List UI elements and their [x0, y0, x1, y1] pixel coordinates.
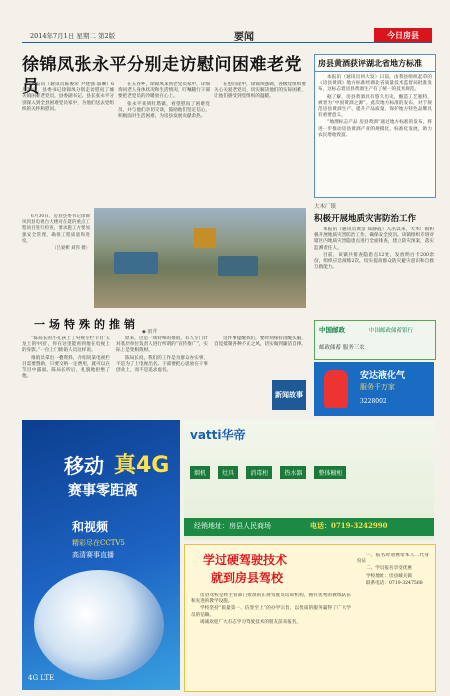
post-right: 中国邮政储蓄银行	[369, 328, 414, 334]
contact-line: 一、报名时请携带本人二代身份证	[357, 553, 429, 565]
lead-column-3	[214, 82, 306, 204]
product-row	[190, 460, 428, 478]
photo-credit: （吕爱彬 刘伟 摄）	[52, 246, 90, 252]
ad-logo: 4G LTE	[28, 674, 55, 682]
school-body	[191, 593, 351, 687]
school-contact	[357, 553, 429, 685]
truck-shape	[218, 256, 258, 276]
article-paragraph: “地理标志产品 房县黄酒”通过地方标准的发布，将进一步推动房县黄酒产业的规模化、标准化发展，助力农民增收致富。	[318, 120, 432, 138]
ad-headline: 真4G	[114, 453, 170, 478]
product-tag: 烟机	[190, 466, 210, 479]
right-article-title: 房县黄酒获评湖北省地方标准	[315, 55, 435, 72]
school-title2: 就到房县驾校	[211, 571, 284, 585]
newspaper-logo: 今日房县	[374, 28, 432, 42]
feature-paragraph: 原来，这是一场特殊的推销，有人专门针对基层单位负责人进行所谓的“宣传推广”，实际上是变相敛财。	[116, 336, 208, 354]
vatti-brand: vatti华帝	[190, 428, 246, 442]
vatti-address: 经销地址：房县人民商场	[194, 522, 271, 530]
contact-line: 学校地址：房县城关镇	[366, 573, 412, 579]
school-paragraph: 竭诚欢迎广大有志学习驾驶技术的朋友前来报名。	[200, 619, 302, 625]
lead-column-1	[22, 82, 114, 204]
article-paragraph: 本报讯（通讯员黄彦 郑静霞）入汛以来，大木厂镇积极开展地质灾害防治工作，确保安全度汛。该镇组织专班对辖区内地质灾害隐患点进行全面排查，建立防灾预案，落实监测责任人。	[314, 227, 434, 251]
feature-paragraph: 推销员拿出一叠资料，介绍说某电视栏目需要赞助，只要交纳一定费用，就可以在节目中露面。陈局长听后，礼貌地拒绝了他。	[22, 355, 110, 380]
lead-photo	[94, 208, 306, 308]
feature-col-3	[214, 336, 306, 380]
vatti-ad	[184, 420, 434, 540]
article-title: 积极开展地质灾害防治工作	[314, 214, 417, 224]
truck-shape	[114, 252, 158, 274]
lead-paragraph: 在慰问途中，徐锦凤强调，各级党组织要关心关爱老党员，切实解决他们的实际困难，让他们感受到党组织的温暖。	[214, 82, 306, 100]
feature-paragraph: “陈局长的小孔孩上了央视专栏节目‘玉龙上的中国’，你在这里能看到他在电视上的身影。”一位上门推销人员这样说。	[22, 336, 110, 354]
gas-title: 安达液化气	[360, 371, 406, 381]
feature-article	[22, 316, 307, 416]
lead-paragraph: 在五谷乡，徐锦凤来到老党员家中，详细询问老人身体状况和生活情况，叮嘱随行干部要把老党员的冷暖放在心上。	[118, 82, 210, 100]
article-paragraph: 据了解，房县黄酒具有悠久历史，酿造工艺独特，被誉为“中国黄酒之源”。此次地方标准的发布，对于规范房县黄酒生产、提升产品质量、保护地方特色品牌具有重要意义。	[318, 94, 432, 119]
lead-paragraph: 张永平来到红塔镇，看望慰问了困难党员，并与他们亲切交谈，鼓励他们坚定信心，积极面对生活困难，为房县发展贡献余热。	[118, 101, 210, 120]
article-body	[314, 227, 434, 313]
driving-school-ad	[184, 544, 436, 692]
ad-cta2: 精彩尽在CCTV5	[72, 539, 125, 547]
contact-line: 联系电话：0719-3247568	[366, 580, 423, 586]
article-paragraph: 目前，该镇共排查隐患点12处，发放明白卡200余份，组织应急演练2次，切实提高群众防灾避灾意识和自救互救能力。	[314, 252, 434, 271]
product-tag: 热水器	[280, 466, 306, 479]
ad-sub: 赛事零距离	[68, 483, 138, 499]
lead-headline: 徐锦凤张永平分别走访慰问困难老党员	[22, 55, 302, 97]
ad-brand: 移动	[64, 454, 104, 478]
product-tag: 整体橱柜	[314, 466, 346, 479]
feature-paragraph: 这件事提醒我们，要时刻保持清醒头脑，自觉抵制各种不正之风，切实做到廉洁自律。	[214, 336, 306, 348]
school-paragraph: 学校坚持“质量第一、信誉至上”的办学宗旨，以优质的服务赢得了广大学员的信赖。	[191, 606, 351, 618]
photo-caption	[22, 214, 90, 308]
ad-cta: 和视频	[72, 520, 109, 534]
feature-byline: ◆ 雨芹	[142, 329, 158, 335]
post-left: 中国邮政	[319, 326, 345, 334]
school-title: 学过硬驾驶技术	[203, 553, 288, 567]
product-tag: 灶具	[218, 466, 238, 479]
post-ad	[314, 320, 436, 360]
right-mid-article	[314, 202, 434, 312]
feature-col-1	[22, 336, 110, 416]
gas-phone: 3228002	[360, 398, 387, 405]
lead-paragraph: 本报讯（通讯员陈俊荣 尹建强 邵琳）6月30日，县委书记徐锦凤分别走访慰问了城关镇困难老党员，县委副书记、县长张永平分别深入到全县困难党员家中，为他们送去党组织的关怀和慰问。	[22, 82, 114, 112]
vatti-phone: 电话：0719-3242990	[310, 521, 388, 530]
gas-sub: 服务千万家	[360, 383, 395, 391]
feature-title: 一场特殊的推销	[34, 318, 139, 331]
school-paragraph: 房县驾校是经主管部门批准的正规驾驶员培训机构，拥有优秀的教练队伍和先进的教学设施。	[191, 593, 351, 605]
news-story-badge: 新闻故事	[272, 380, 306, 410]
right-article-body	[315, 72, 435, 198]
lead-column-2	[118, 82, 210, 204]
product-tag: 消毒柜	[246, 466, 272, 479]
football-icon	[34, 570, 164, 680]
mobile-4g-ad	[22, 420, 180, 690]
feature-paragraph: 陈局长说，我们的工作是为群众办实事，不是为了上电视出名。干部要把心思放在干事创业上，而不是追求虚名。	[116, 355, 208, 374]
issue-date: 2014年7月1日 星期二 第2版	[30, 32, 116, 40]
feature-col-2	[116, 336, 208, 416]
gas-cylinder-icon	[324, 370, 348, 408]
gas-ad	[314, 362, 434, 416]
caption-text: 6月30日，房县县委书记徐锦凤到县电视台大楼对在建的重点工程项目进行检查，要求施工方要加强安全管理，确保工程质量和进度。	[22, 214, 90, 244]
article-paragraph: 本报讯（通讯员何大发）日前，由我县组织起草的《房县黄酒》地方标准经湖北省质量技术监督局批准发布，这标志着房县黄酒生产有了统一的技术规范。	[318, 75, 432, 93]
excavator-shape	[194, 228, 216, 248]
section-title: 要闻	[234, 32, 254, 43]
contact-line: 二、学员报名享受优惠	[366, 566, 412, 572]
article-kicker: 大木厂镇	[314, 204, 337, 210]
page-header	[22, 28, 432, 43]
ad-cta3: 高清赛事直播	[72, 551, 114, 559]
vatti-contact-bar	[184, 518, 434, 536]
post-note: 邮政储蓄 服务三农	[319, 345, 365, 351]
right-article-box	[314, 54, 436, 198]
